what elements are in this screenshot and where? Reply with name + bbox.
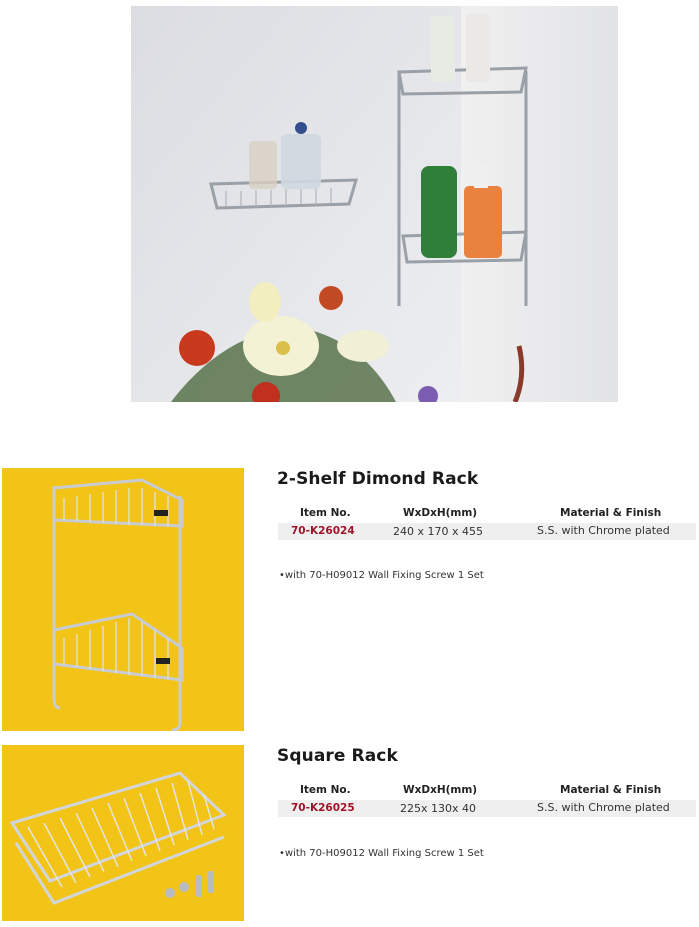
header-item-no: Item No. xyxy=(300,784,351,796)
accessory-note: •with 70-H09012 Wall Fixing Screw 1 Set xyxy=(279,848,484,859)
header-material: Material & Finish xyxy=(560,784,662,796)
product-title: Square Rack xyxy=(277,746,398,766)
item-number: 70-K26025 xyxy=(291,802,355,814)
accessory-note: •with 70-H09012 Wall Fixing Screw 1 Set xyxy=(279,570,484,581)
header-material: Material & Finish xyxy=(560,507,662,519)
material-value: S.S. with Chrome plated xyxy=(537,524,670,537)
header-dimensions: WxDxH(mm) xyxy=(403,784,478,796)
product-photo-square-rack xyxy=(2,745,244,921)
item-number: 70-K26024 xyxy=(291,525,355,537)
hero-photo xyxy=(131,6,618,402)
dimensions-value: 240 x 170 x 455 xyxy=(393,525,483,538)
header-dimensions: WxDxH(mm) xyxy=(403,507,478,519)
material-value: S.S. with Chrome plated xyxy=(537,801,670,814)
header-item-no: Item No. xyxy=(300,507,351,519)
dimensions-value: 225x 130x 40 xyxy=(400,802,477,815)
product-title: 2-Shelf Dimond Rack xyxy=(277,469,479,489)
product-photo-dimond-rack xyxy=(2,468,244,731)
